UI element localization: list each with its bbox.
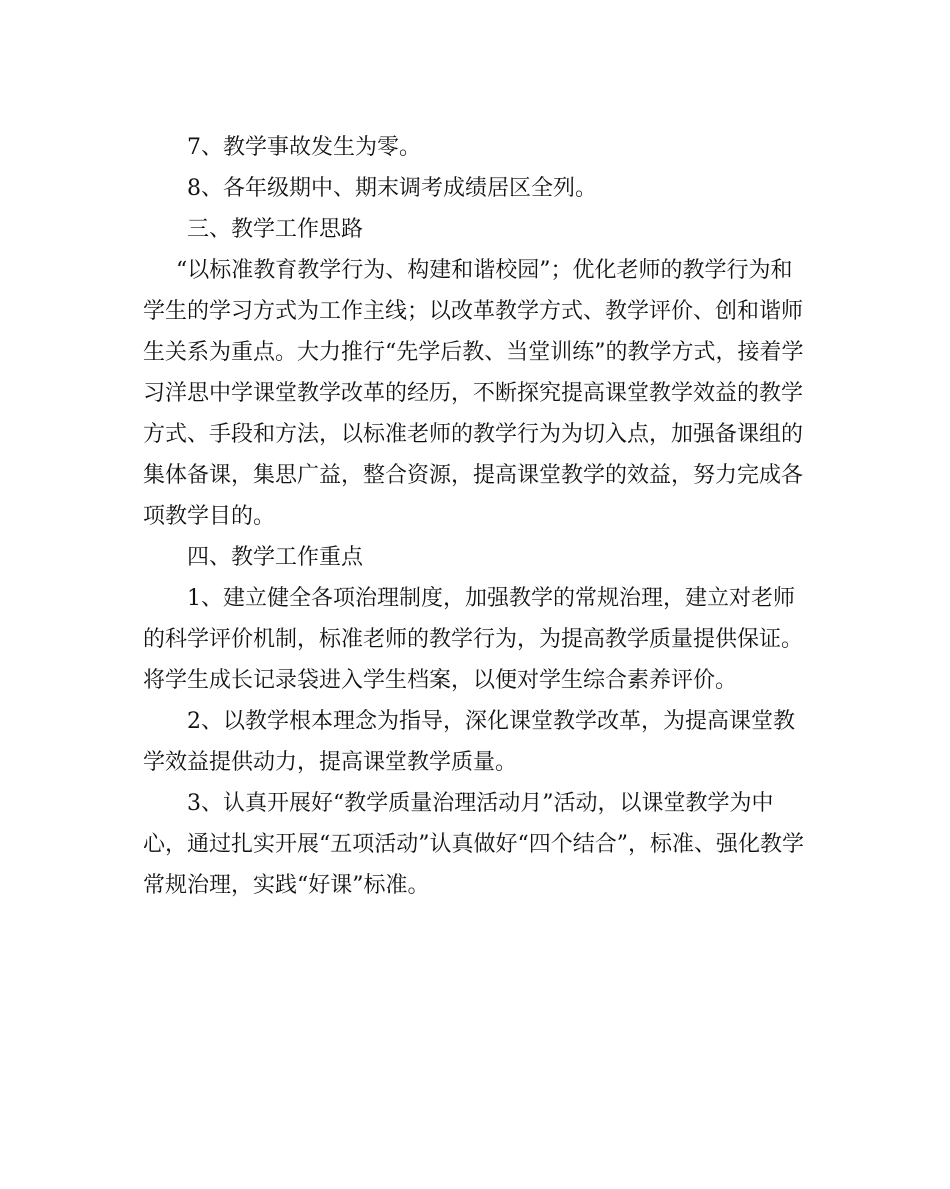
paragraph-focus-2: 2、以教学根本理念为指导，深化课堂教学改革，为提高课堂教学效益提供动力，提高课堂教学质量。	[143, 709, 795, 775]
paragraph-teaching-approach: “以标准教育教学行为、构建和谐校园”；优化老师的教学行为和学生的学习方式为工作主线；以改革教学方式、教学评价、创和谐师生关系为重点。大力推行“先学后教、当堂训练”的教学方式，接着学习洋思中学课堂教学改革的经历，不断探究提高课堂教学效益的教学方式、手段和方法，以标准老师的教学行为为切入点，加强备课组的集体备课，集思广益，整合资源，提高课堂教学的效益，努力完成各项教学目的。	[143, 258, 804, 529]
paragraph-focus-3: 3、认真开展好“教学质量治理活动月”活动，以课堂教学为中心，通过扎实开展“五项活动”认真做好“四个结合”，标准、强化教学常规治理，实践“好课”标准。	[143, 791, 804, 898]
paragraph-item-7: 7、教学事故发生为零。	[187, 135, 421, 160]
paragraph-focus-1: 1、建立健全各项治理制度，加强教学的常规治理，建立对老师的科学评价机制，标准老师的教学行为，为提高教学质量提供保证。将学生成长记录袋进入学生档案，以便对学生综合素养评价。	[143, 586, 804, 693]
section-heading-4: 四、教学工作重点	[187, 545, 364, 570]
paragraph-item-8: 8、各年级期中、期末调考成绩居区全列。	[187, 176, 597, 201]
document-body	[143, 127, 813, 906]
section-heading-3: 三、教学工作思路	[187, 217, 364, 242]
